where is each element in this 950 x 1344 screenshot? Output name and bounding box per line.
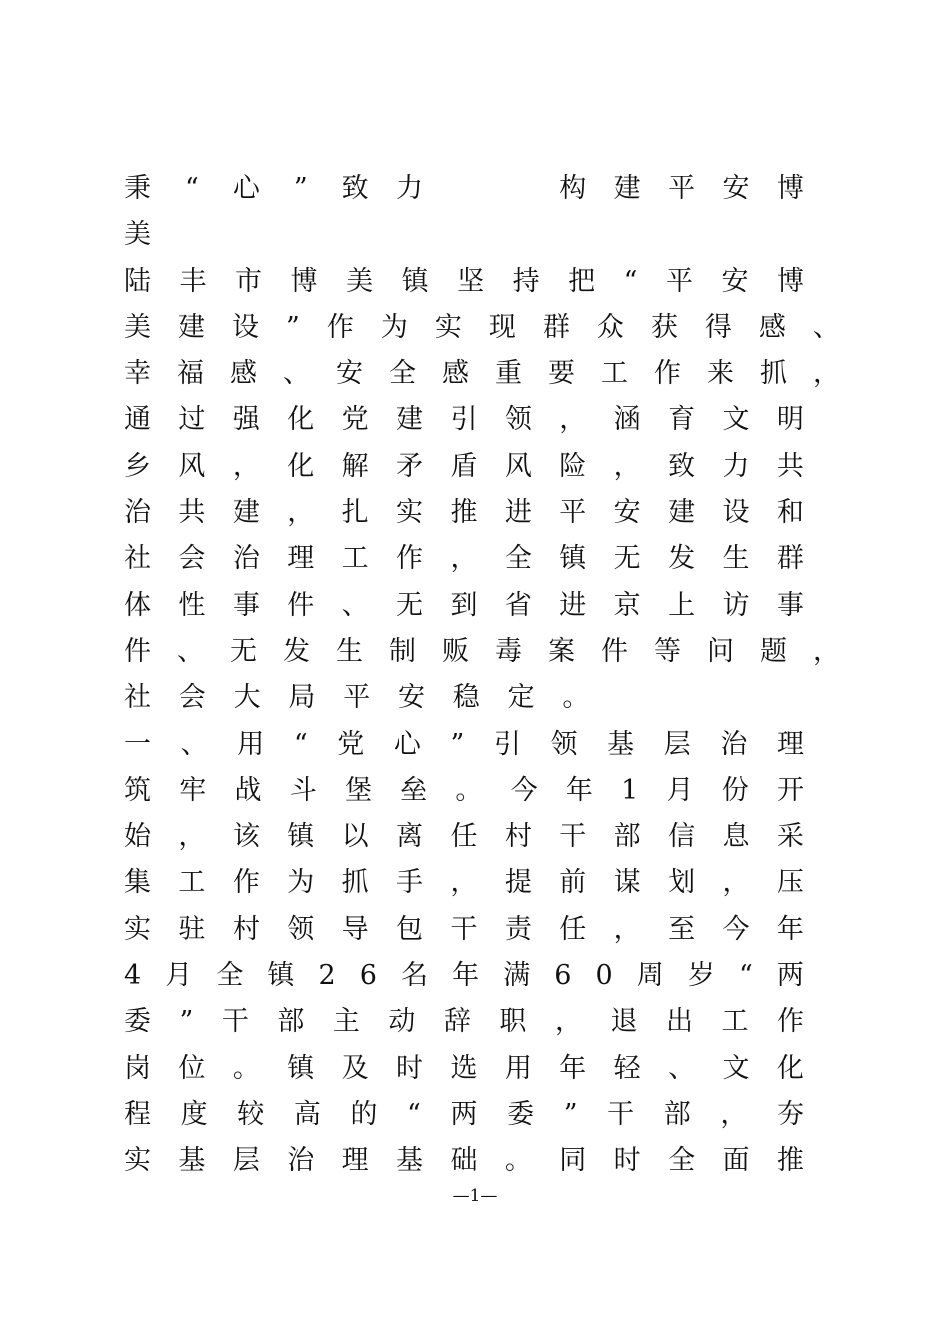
text-char: 一 [124,728,151,760]
text-line: 社会大局平安稳定。 [124,682,618,714]
text-char: 辞 [443,1006,471,1038]
text-char: 问 [707,635,734,667]
text-char: 位 [178,1052,206,1084]
text-char: 干 [221,1006,249,1038]
text-char: 部 [277,1006,305,1038]
text-char: 无 [230,635,257,667]
text-line [124,536,804,582]
text-char: ” [450,728,465,760]
text-line [124,1138,804,1184]
title-line-2: 美 [124,219,179,251]
text-char: 动 [388,1006,416,1038]
text-char: ， [720,1098,748,1130]
text-char: 把 [568,265,596,297]
text-char: 主 [332,1006,360,1038]
text-char: “ [738,960,753,992]
text-char: 心 [393,728,421,760]
text-char: 今 [510,774,538,806]
text-char: 4 [124,960,142,992]
text-char: 风 [504,450,532,482]
text-line [124,305,840,351]
text-char: 镇 [559,543,587,575]
text-char: 博 [777,265,804,297]
text-char: 和 [776,497,804,529]
text-char: 该 [232,821,260,853]
text-char: 委 [507,1098,535,1130]
text-char: “ [407,1098,421,1130]
text-char: 退 [610,1006,638,1038]
text-char: 工 [178,867,206,899]
text-char: 全 [389,358,416,390]
text-char: 引 [450,404,478,436]
text-char: 事 [776,589,804,621]
text-char: 岁 [687,960,715,992]
text-char: 发 [283,635,310,667]
text-char: 。 [455,774,483,806]
text-char: 6 [554,960,572,992]
body-text [124,166,864,1185]
text-char: ” [286,311,300,343]
text-char: 事 [232,589,260,621]
text-char: 领 [550,728,578,760]
text-char: 会 [178,543,206,575]
text-char: 件 [124,635,151,667]
text-char: 面 [722,1145,750,1177]
text-line [124,814,804,860]
text-char: 斗 [289,774,317,806]
text-char: 党 [341,404,369,436]
text-char: 月 [666,774,694,806]
text-char: 设 [722,497,750,529]
text-line [124,907,804,953]
text-char: 份 [721,774,749,806]
text-line [124,953,804,999]
text-char: 手 [396,867,424,899]
text-line [124,768,804,814]
text-char: 战 [234,774,262,806]
text-line [124,1092,804,1138]
title-char: 平 [668,173,696,204]
text-char: 镇 [267,960,295,992]
text-char: 生 [336,635,363,667]
text-char: 过 [178,404,206,436]
text-char: 垒 [400,774,428,806]
text-char: 实 [434,311,462,343]
text-char: 发 [668,543,696,575]
text-char: 性 [178,589,206,621]
text-line [124,629,840,675]
text-char: 较 [237,1098,265,1130]
text-char: 部 [613,821,641,853]
text-char: ， [554,1006,582,1038]
text-char: ， [287,497,315,529]
text-char: 福 [177,358,204,390]
text-char: 作 [654,358,681,390]
text-char: 镇 [287,821,315,853]
text-char: 题 [760,635,787,667]
text-char: 、 [812,311,840,343]
text-char: 用 [504,1052,532,1084]
text-char: ， [450,867,478,899]
text-char: 文 [722,1052,750,1084]
text-char: 6 [359,960,377,992]
text-char: 到 [450,589,478,621]
text-char: 信 [668,821,696,853]
text-char: ” [563,1098,578,1130]
text-line [124,860,804,906]
title-char: 心 [232,173,260,204]
text-char: 、 [177,635,204,667]
text-char: 出 [665,1006,693,1038]
text-char: 镇 [287,1052,315,1084]
title-char [505,166,532,212]
title-char: 力 [396,173,424,204]
text-char: 安 [613,497,641,529]
text-char: 至 [668,913,696,945]
text-char: 村 [504,821,532,853]
text-char: 基 [178,1145,206,1177]
text-line [124,722,804,768]
title-char: 博 [776,173,804,204]
text-char: 风 [178,450,206,482]
text-char: 进 [559,589,587,621]
text-char: 、 [668,1052,696,1084]
text-char: 始 [124,821,151,853]
text-line [124,259,804,305]
text-char: 治 [287,1145,315,1177]
text-char: 程 [124,1098,151,1130]
text-char: 安 [336,358,363,390]
text-char: 扎 [341,497,369,529]
text-char: 两 [450,1098,478,1130]
text-char: 用 [237,728,265,760]
text-char: 牢 [179,774,207,806]
text-char: 筑 [124,774,151,806]
text-char: 干 [607,1098,635,1130]
title-char: 安 [722,173,750,204]
title-char: 建 [613,173,641,204]
text-char: 平 [665,265,693,297]
text-char: 时 [396,1052,424,1084]
text-char: 岗 [124,1052,151,1084]
text-char: 毒 [495,635,522,667]
title-line-1 [124,166,804,212]
text-line [124,444,804,490]
text-char: 抓 [341,867,369,899]
text-char: 包 [396,913,424,945]
text-char: 压 [776,867,804,899]
text-char: 感 [442,358,469,390]
text-char: 导 [341,913,369,945]
title-char: 构 [559,173,587,204]
text-char: 前 [559,867,587,899]
text-char: 层 [232,1145,260,1177]
text-char: 年 [452,960,480,992]
text-char: 今 [722,913,750,945]
text-char: 市 [235,265,263,297]
text-char: 涵 [613,404,641,436]
text-char: 部 [663,1098,691,1130]
text-char: 周 [636,960,664,992]
text-char: 育 [668,404,696,436]
text-char: 任 [450,821,478,853]
text-char: 任 [559,913,587,945]
text-char: 基 [396,1145,424,1177]
text-char: 通 [124,404,151,436]
text-char: 化 [287,404,315,436]
text-char: ” [179,1006,194,1038]
text-char: 全 [216,960,244,992]
page-number: —1— [452,1186,498,1206]
text-char: 化 [776,1052,804,1084]
text-char: 无 [396,589,424,621]
text-char: 高 [293,1098,321,1130]
text-char: 工 [721,1006,749,1038]
text-char: 度 [180,1098,208,1130]
text-char: 感 [758,311,786,343]
text-line [124,490,804,536]
text-char: 0 [595,960,613,992]
text-char: 全 [668,1145,696,1177]
text-char: 件 [601,635,628,667]
text-char: 解 [341,450,369,482]
text-char: 致 [668,450,696,482]
title-char: 致 [341,173,369,204]
text-char: 开 [777,774,804,806]
text-char: ， [232,450,260,482]
text-char: 制 [389,635,416,667]
text-char: 、 [180,728,208,760]
text-char: 强 [232,404,260,436]
text-char: 领 [504,404,532,436]
text-char: 实 [124,913,151,945]
title-char: 秉 [124,173,151,204]
text-char: 党 [337,728,365,760]
paragraph-lines [124,259,864,1185]
text-char: 谋 [613,867,641,899]
text-line [124,397,804,443]
text-char: 美 [124,311,151,343]
text-char: 委 [124,1006,151,1038]
text-char: 年 [559,1052,587,1084]
text-char: 安 [721,265,749,297]
text-char: 划 [668,867,696,899]
text-char: 离 [396,821,424,853]
text-char: 。 [504,1145,532,1177]
text-char: 职 [499,1006,527,1038]
text-char: “ [623,265,638,297]
text-char: 重 [495,358,522,390]
title-char: “ [185,173,199,204]
text-char: 镇 [401,265,429,297]
text-char: 提 [504,867,532,899]
text-char: 上 [668,589,696,621]
text-char: 轻 [613,1052,641,1084]
text-char: 生 [722,543,750,575]
text-char: 及 [341,1052,369,1084]
text-char: 件 [287,589,315,621]
text-char: 进 [504,497,532,529]
text-char: 同 [559,1145,587,1177]
text-char: 建 [396,404,424,436]
text-char: 持 [512,265,540,297]
text-char: 作 [777,1006,804,1038]
text-char: 基 [607,728,635,760]
text-char: 引 [493,728,521,760]
text-char: 年 [565,774,593,806]
text-char: 月 [165,960,193,992]
text-char: 为 [287,867,315,899]
text-char: 的 [350,1098,378,1130]
text-char: 险 [559,450,587,482]
text-char: 1 [621,774,639,806]
text-char: 抓 [760,358,787,390]
text-line [124,1046,804,1092]
text-char: 群 [542,311,570,343]
text-char: 领 [287,913,315,945]
text-char: 作 [396,543,424,575]
text-char: 群 [776,543,804,575]
text-char: 时 [613,1145,641,1177]
text-char: 体 [124,589,151,621]
text-char: 治 [232,543,260,575]
text-char: 全 [504,543,532,575]
text-char: 工 [601,358,628,390]
text-char: 建 [668,497,696,529]
text-line [124,351,840,397]
text-char: 两 [776,960,804,992]
text-char: 集 [124,867,151,899]
text-char: 建 [232,497,260,529]
text-char: 现 [488,311,516,343]
text-char: 美 [346,265,374,297]
text-char: 共 [178,497,206,529]
text-char: 明 [776,404,804,436]
text-char: 案 [548,635,575,667]
text-char: 要 [548,358,575,390]
text-char: 力 [722,450,750,482]
text-char: 年 [776,913,804,945]
text-char: 为 [380,311,408,343]
text-char: 驻 [178,913,206,945]
text-char: 贩 [442,635,469,667]
text-char: 夯 [776,1098,804,1130]
text-char: 2 [318,960,336,992]
text-char: 名 [401,960,429,992]
text-char: ， [559,404,587,436]
text-char: 获 [650,311,678,343]
text-char: 京 [613,589,641,621]
text-char: 推 [450,497,478,529]
text-char: ， [613,450,641,482]
text-char: 文 [722,404,750,436]
text-char: 乡 [124,450,151,482]
text-char: 选 [450,1052,478,1084]
text-char: 治 [720,728,748,760]
text-char: 工 [341,543,369,575]
text-char: 、 [283,358,310,390]
text-char: 无 [613,543,641,575]
text-char: 村 [232,913,260,945]
text-char: ， [450,543,478,575]
text-char: 博 [290,265,318,297]
text-char: 满 [503,960,531,992]
text-char: 坚 [457,265,485,297]
text-char: 以 [341,821,369,853]
text-char: 平 [559,497,587,529]
text-char: 众 [596,311,624,343]
title-char [450,166,477,212]
text-char: 治 [124,497,151,529]
text-char: 层 [663,728,691,760]
text-char: 实 [124,1145,151,1177]
text-char: 干 [559,821,587,853]
text-char: 作 [232,867,260,899]
text-char: 矛 [396,450,424,482]
text-char: 社 [124,543,151,575]
text-char: 干 [450,913,478,945]
text-char: 来 [707,358,734,390]
text-char: ， [178,821,206,853]
text-char: “ [293,728,308,760]
text-char: 化 [287,450,315,482]
text-char: 建 [178,311,205,343]
text-char: ， [722,867,750,899]
text-char: ， [813,358,840,390]
text-char: 理 [341,1145,369,1177]
text-char: 盾 [450,450,478,482]
text-char: 等 [654,635,681,667]
text-char: 省 [504,589,532,621]
text-char: 、 [341,589,369,621]
text-char: ， [613,913,641,945]
text-char: 陆 [124,265,151,297]
text-char: 得 [704,311,732,343]
text-line [124,999,804,1045]
text-char: 础 [450,1145,478,1177]
text-char: 作 [326,311,354,343]
text-char: 息 [722,821,750,853]
text-char: 幸 [124,358,151,390]
text-char: 感 [230,358,257,390]
text-char: 。 [232,1052,260,1084]
text-char: ， [813,635,840,667]
text-char: 采 [776,821,804,853]
text-char: 理 [776,728,804,760]
title-char: ” [293,173,308,204]
text-char: 设 [232,311,259,343]
text-char: 理 [287,543,315,575]
text-char: 责 [504,913,532,945]
text-char: 丰 [179,265,207,297]
text-char: 访 [722,589,750,621]
text-line [124,583,804,629]
text-char: 堡 [344,774,372,806]
text-char: 共 [776,450,804,482]
text-char: 推 [776,1145,804,1177]
text-char: 实 [396,497,424,529]
